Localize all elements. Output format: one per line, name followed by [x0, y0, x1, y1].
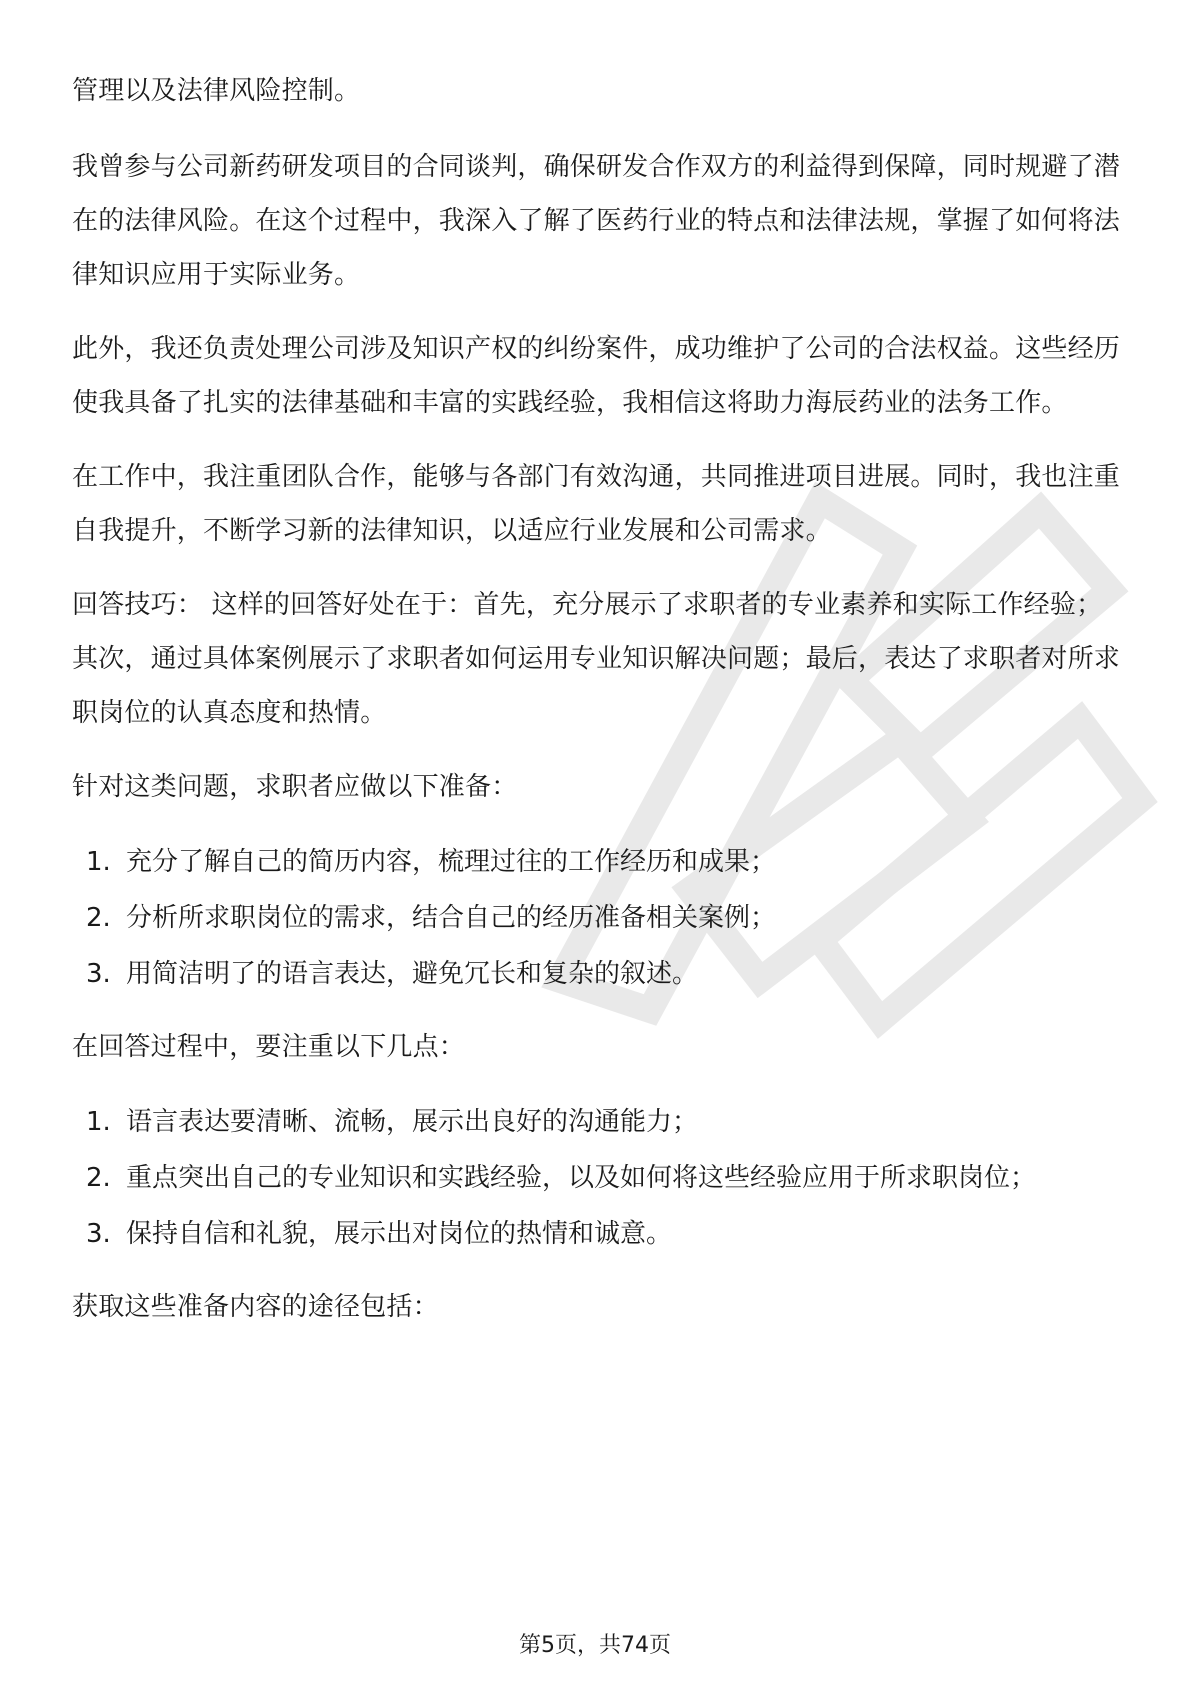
- list-item: [72, 834, 1122, 890]
- list-number: 3.: [86, 1219, 111, 1249]
- list-item: [72, 1094, 1122, 1150]
- paragraph-preparation-intro: 针对这类问题，求职者应做以下准备：: [72, 772, 518, 802]
- list-text: 语言表达要清晰、流畅，展示出良好的沟通能力；: [126, 1107, 699, 1137]
- list-text: 重点突出自己的专业知识和实践经验，以及如何将这些经验应用于所求职岗位；: [126, 1163, 1037, 1193]
- paragraph-continuation: 管理以及法律风险控制。: [72, 76, 361, 106]
- paragraph-points-intro: 在回答过程中，要注重以下几点：: [72, 1032, 466, 1062]
- paragraph-sources-intro: 获取这些准备内容的途径包括：: [72, 1292, 439, 1322]
- list-number: 2.: [86, 1163, 111, 1193]
- page-number-footer: 第5页，共74页: [519, 1633, 671, 1658]
- paragraph-ip-disputes: 此外，我还负责处理公司涉及知识产权的纠纷案件，成功维护了公司的合法权益。这些经历使我具备了扎实的法律基础和丰富的实践经验，我相信这将助力海辰药业的法务工作。: [72, 334, 1121, 418]
- list-number: 1.: [86, 847, 111, 877]
- list-item: [72, 890, 1122, 946]
- list-text: 用简洁明了的语言表达，避免冗长和复杂的叙述。: [126, 959, 699, 989]
- paragraph-teamwork: 在工作中，我注重团队合作，能够与各部门有效沟通，共同推进项目进展。同时，我也注重自我提升，不断学习新的法律知识，以适应行业发展和公司需求。: [72, 462, 1121, 546]
- paragraph-contract-negotiation: 我曾参与公司新药研发项目的合同谈判，确保研发合作双方的利益得到保障，同时规避了潜在的法律风险。在这个过程中，我深入了解了医药行业的特点和法律法规，掌握了如何将法律知识应用于实际业务。: [72, 152, 1121, 290]
- points-list: [72, 1094, 1122, 1262]
- list-item: [72, 1150, 1122, 1206]
- list-text: 分析所求职岗位的需求，结合自己的经历准备相关案例；: [126, 903, 777, 933]
- preparation-list: [72, 834, 1122, 1002]
- list-number: 1.: [86, 1107, 111, 1137]
- list-text: 充分了解自己的简历内容，梳理过往的工作经历和成果；: [126, 847, 777, 877]
- list-item: [72, 946, 1122, 1002]
- list-text: 保持自信和礼貌，展示出对岗位的热情和诚意。: [126, 1219, 673, 1249]
- document-page: [72, 64, 1122, 1354]
- list-number: 2.: [86, 903, 111, 933]
- list-number: 3.: [86, 959, 111, 989]
- list-item: [72, 1206, 1122, 1262]
- paragraph-answer-tips: 回答技巧： 这样的回答好处在于：首先，充分展示了求职者的专业素养和实际工作经验；其次，通过具体案例展示了求职者如何运用专业知识解决问题；最后，表达了求职者对所求职岗位的认真态度和热情。: [72, 590, 1121, 728]
